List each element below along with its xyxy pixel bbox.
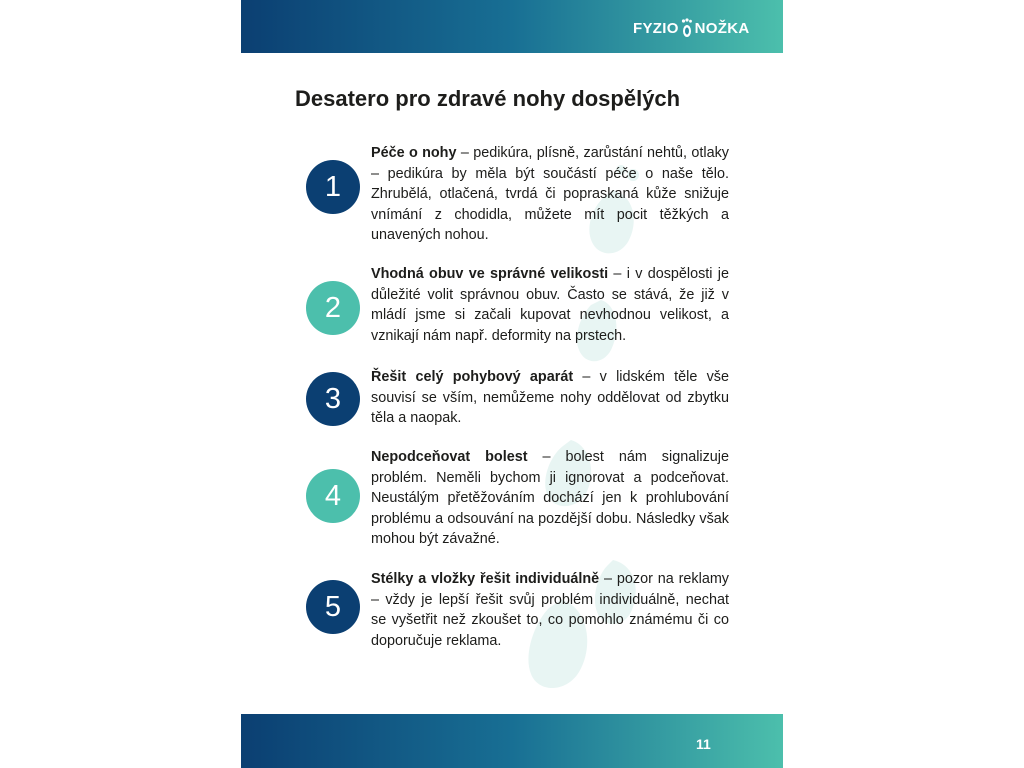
- number-badge: 4: [306, 469, 360, 523]
- item-body: – pedikúra, plísně, zarůstání nehtů, otlaky – pedikúra by měla být součástí péče o naše tělo. Zhrubělá, otlačená, tvrdá či popraskaná kůže snižuje vnímání z chodidla, můžete mít pocit těžkých a unavených nohou.: [371, 145, 729, 243]
- item-text: [371, 447, 729, 550]
- item-text: [371, 367, 729, 429]
- number-badge: 3: [306, 372, 360, 426]
- item-heading: Řešit celý pohybový aparát: [371, 369, 574, 385]
- number-badge: 2: [306, 281, 360, 335]
- item-text: [371, 569, 729, 651]
- footer-band: [241, 714, 783, 768]
- item-heading: Vhodná obuv ve správné velikosti: [371, 266, 609, 282]
- item-body: – v lidském těle vše souvisí se vším, nemůžeme nohy oddělovat od zbytku těla a naopak.: [371, 369, 729, 426]
- item-body: – pozor na reklamy – vždy je lepší řešit svůj problém individuálně, nechat se vyšetřit než zkoušet to, co pomohlo známému či co doporučuje reklama.: [371, 571, 729, 649]
- item-text: [371, 143, 729, 246]
- item-body: – bolest nám signalizuje problém. Neměli bychom ji ignorovat a podceňovat. Neustálým přetěžováním dochází jen k prohlubování problému a odsouvání na pozdější dobu. Následky však mohou být závažné.: [371, 449, 730, 547]
- item-heading: Stélky a vložky řešit individuálně: [371, 571, 600, 587]
- item-heading: Nepodceňovat bolest: [371, 449, 528, 465]
- number-badge: 5: [306, 580, 360, 634]
- page-title: Desatero pro zdravé nohy dospělých: [295, 86, 681, 111]
- document-page: [241, 0, 783, 768]
- item-heading: Péče o nohy: [371, 145, 457, 161]
- number-badge: 1: [306, 160, 360, 214]
- logo-text-left: FYZIO: [633, 19, 679, 37]
- logo-text-right: NOŽKA: [694, 19, 750, 37]
- item-body: – i v dospělosti je důležité volit správnou obuv. Často se stává, že již v mládí jsme si začali kupovat nevhodnou velikost, a vznikají nám např. deformity na prstech.: [371, 266, 729, 344]
- page-number: 11: [696, 736, 711, 752]
- item-text: [371, 264, 729, 346]
